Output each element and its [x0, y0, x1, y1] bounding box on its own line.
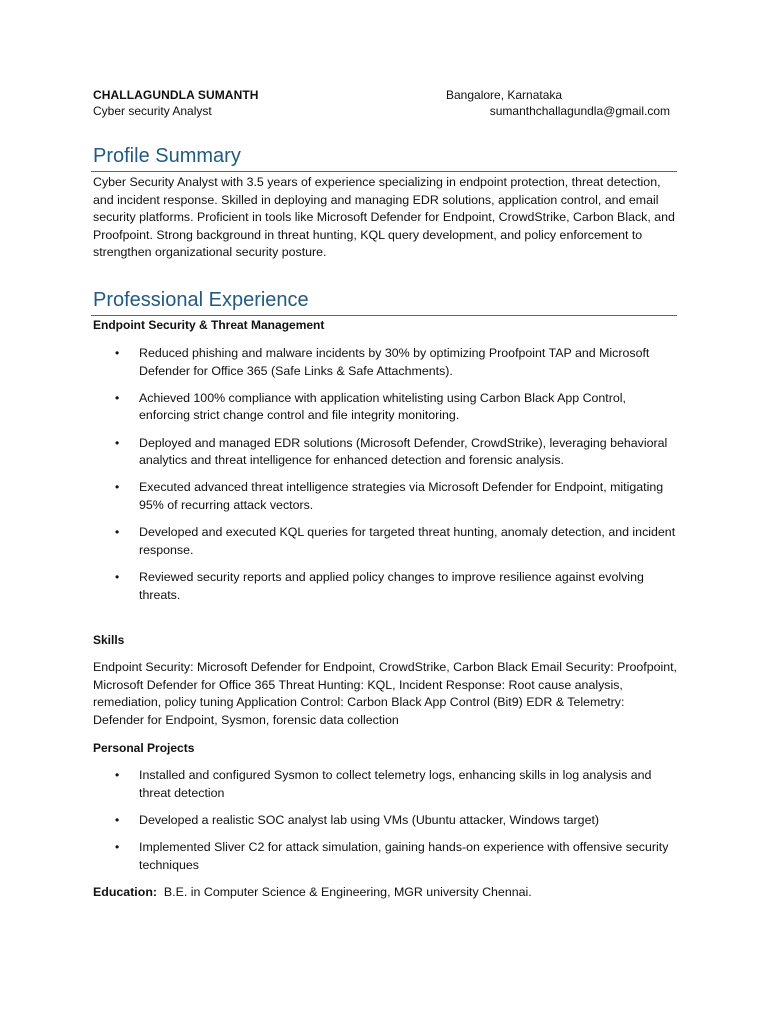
list-item — [93, 569, 677, 604]
education-label: Education: — [93, 885, 158, 899]
list-item — [93, 767, 677, 802]
bullet-icon: • — [115, 768, 120, 782]
bullet-text: Developed a realistic SOC analyst lab using VMs (Ubuntu attacker, Windows target) — [139, 812, 600, 827]
bullet-icon: • — [115, 346, 120, 360]
profile-summary-text: Cyber Security Analyst with 3.5 years of experience specializing in endpoint protection, threat detection, and incident response. Skilled in deploying and managing EDR solutions, application control, and email security platforms. Proficient in tools like Microsoft Defender for Endpoint, CrowdStrike, Carbon Black, and Proofpoint. Strong background in threat hunting, KQL query development, and policy enforcement to strengthen organizational security posture. — [93, 175, 675, 260]
bullet-icon: • — [115, 390, 120, 405]
section-divider — [91, 171, 677, 172]
bullet-text: Reviewed security reports and applied policy changes to improve resilience against evolving threats. — [139, 569, 644, 602]
personal-projects-heading: Personal Projects — [93, 741, 195, 755]
candidate-location: Bangalore, Karnataka — [446, 88, 563, 102]
skills-text: Endpoint Security: Microsoft Defender for Endpoint, CrowdStrike, Carbon Black Email Security: Proofpoint, Microsoft Defender for Office 365 Threat Hunting: KQL, Incident Response: Root cause analysis, remediation, policy tuning Application Control: Carbon Black App Control (Bit9) EDR & Telemetry: Defender for Endpoint, Sysmon, forensic data collection — [93, 660, 677, 727]
bullet-icon: • — [115, 812, 120, 827]
bullet-text: Reduced phishing and malware incidents by 30% by optimizing Proofpoint TAP and Microsoft Defender for Office 365 (Safe Links & Safe Attachments). — [139, 346, 650, 378]
list-item — [93, 812, 677, 830]
profile-summary-heading: Profile Summary — [93, 145, 241, 167]
list-item — [93, 390, 677, 425]
bullet-icon: • — [115, 569, 120, 584]
skills-heading: Skills — [93, 633, 125, 647]
candidate-email[interactable]: sumanthchallagundla@gmail.com — [489, 104, 670, 118]
bullet-text: Developed and executed KQL queries for targeted threat hunting, anomaly detection, and incident response. — [139, 525, 676, 557]
candidate-title: Cyber security Analyst — [93, 104, 212, 118]
bullet-text: Executed advanced threat intelligence strategies via Microsoft Defender for Endpoint, mitigating 95% of recurring attack vectors. — [139, 480, 664, 512]
bullet-icon: • — [115, 525, 120, 540]
bullet-icon: • — [115, 435, 120, 450]
list-item — [93, 479, 677, 514]
experience-bullet-list — [93, 345, 677, 614]
bullet-text: Achieved 100% compliance with application whitelisting using Carbon Black App Control, enforcing strict change control and file integrity monitoring. — [139, 390, 626, 423]
list-item — [93, 839, 677, 874]
education-line — [93, 885, 532, 899]
professional-experience-heading: Professional Experience — [93, 289, 309, 311]
list-item — [93, 345, 677, 380]
bullet-icon: • — [115, 839, 120, 854]
list-item — [93, 435, 677, 470]
bullet-text: Deployed and managed EDR solutions (Microsoft Defender, CrowdStrike), leveraging behavioral analytics and threat intelligence for enhanced detection and forensic analysis. — [139, 435, 668, 468]
section-divider — [91, 315, 677, 316]
candidate-name: CHALLAGUNDLA SUMANTH — [93, 88, 259, 102]
bullet-text: Implemented Sliver C2 for attack simulation, gaining hands-on experience with offensive security techniques — [139, 839, 669, 872]
list-item — [93, 524, 677, 559]
experience-subheading: Endpoint Security & Threat Management — [93, 318, 325, 332]
projects-bullet-list — [93, 767, 677, 884]
bullet-icon: • — [115, 480, 120, 495]
education-text: B.E. in Computer Science & Engineering, MGR university Chennai. — [163, 885, 532, 899]
bullet-text: Installed and configured Sysmon to collect telemetry logs, enhancing skills in log analysis and threat detection — [139, 768, 652, 800]
